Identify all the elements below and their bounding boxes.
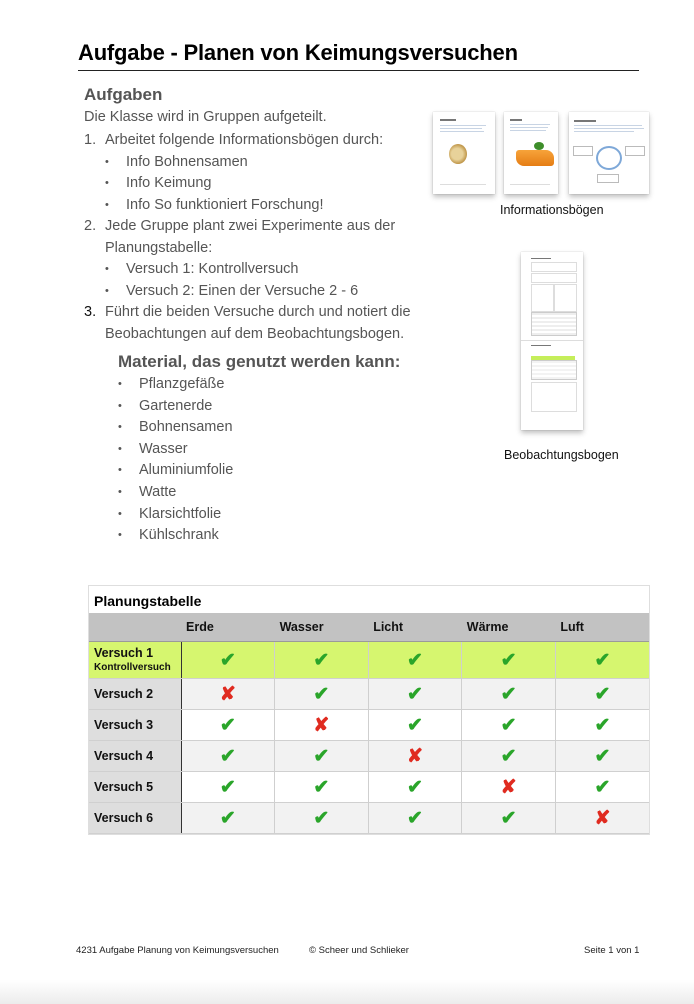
- task-subitem: • Info So funktioniert Forschung!: [84, 195, 424, 217]
- column-header-luft: Luft: [555, 613, 649, 642]
- checkmark-icon: ✔: [407, 714, 423, 736]
- row-label: [89, 741, 181, 772]
- table-cell: [181, 741, 275, 772]
- table-cell: [555, 642, 649, 679]
- task-item: [84, 216, 424, 259]
- table-cell: [275, 710, 369, 741]
- page-bottom-shadow: [0, 980, 694, 1004]
- row-label: [89, 803, 181, 834]
- checkmark-icon: ✔: [500, 714, 517, 736]
- checkmark-icon: ✔: [313, 683, 330, 705]
- checkmark-icon: ✔: [313, 807, 330, 829]
- table-cell: [368, 803, 462, 834]
- germination-image-icon: [516, 150, 554, 166]
- checkmark-icon: ✔: [313, 776, 330, 798]
- column-header-erde: Erde: [181, 613, 275, 642]
- cross-icon: ✘: [594, 807, 611, 829]
- table-cell: [181, 803, 275, 834]
- table-row-control: [89, 642, 649, 679]
- table-cell: [275, 679, 369, 710]
- beobachtungsbogen-thumbnail[interactable]: [521, 252, 583, 430]
- table-cell: [275, 741, 369, 772]
- title-divider: [78, 70, 639, 71]
- table-cell: [181, 772, 275, 803]
- observation-sheet-caption: Beobachtungsbogen: [504, 448, 619, 462]
- bullet-icon: •: [105, 198, 109, 211]
- table-cell: [555, 772, 649, 803]
- row-label-text: Versuch 2: [94, 687, 154, 701]
- checkmark-icon: ✔: [407, 776, 423, 798]
- task-subitem: • Info Bohnensamen: [84, 152, 424, 174]
- cross-icon: ✘: [313, 714, 330, 736]
- info-keimung-thumbnail[interactable]: [504, 112, 558, 194]
- checkmark-icon: ✔: [407, 649, 423, 671]
- info-sheets-caption: Informationsbögen: [500, 203, 604, 217]
- table-cell: [555, 803, 649, 834]
- checkmark-icon: ✔: [313, 649, 330, 671]
- bullet-icon: •: [118, 485, 122, 498]
- task-subitem: • Info Keimung: [84, 173, 424, 195]
- bullet-icon: •: [105, 263, 109, 275]
- planning-table: [88, 585, 650, 835]
- table-cell: [275, 642, 369, 679]
- checkmark-icon: ✔: [594, 714, 611, 736]
- table-row: [89, 679, 649, 710]
- checkmark-icon: ✔: [500, 807, 517, 829]
- checkmark-icon: ✔: [594, 649, 611, 671]
- table-cell: [181, 642, 275, 679]
- checkmark-icon: ✔: [219, 745, 236, 767]
- bullet-icon: •: [118, 507, 122, 520]
- task-number: 1.: [84, 132, 97, 148]
- task-subitem: • Versuch 2: Einen der Versuche 2 - 6: [84, 281, 424, 303]
- task-text: Führt die beiden Versuche durch und notiert die: [105, 304, 411, 320]
- table-cell: [462, 679, 556, 710]
- column-header-licht: Licht: [368, 613, 462, 642]
- task-text: Jede Gruppe plant zwei Experimente aus der: [105, 218, 396, 234]
- task-text: Arbeitet folgende Informationsbögen durch:: [105, 132, 384, 148]
- checkmark-icon: ✔: [407, 683, 423, 705]
- material-list: [118, 374, 233, 547]
- table-cell: [462, 741, 556, 772]
- cross-icon: ✘: [219, 683, 236, 705]
- table-cell: [368, 642, 462, 679]
- task-text-cont: Planungstabelle:: [105, 239, 213, 256]
- row-label: [89, 710, 181, 741]
- row-label-text: Versuch 4: [94, 749, 154, 763]
- column-header-waerme: Wärme: [462, 613, 556, 642]
- table-cell: [462, 803, 556, 834]
- table-row: [89, 710, 649, 741]
- table-row: [89, 741, 649, 772]
- table-row: [89, 772, 649, 803]
- material-heading: Material, das genutzt werden kann:: [118, 352, 401, 371]
- bullet-icon: •: [105, 155, 109, 168]
- bullet-icon: •: [118, 529, 122, 542]
- table-cell: [181, 679, 275, 710]
- cross-icon: ✘: [407, 745, 423, 767]
- material-item: • Klarsichtfolie: [118, 504, 233, 526]
- task-list: [84, 130, 424, 345]
- table-cell: [275, 772, 369, 803]
- table-cell: [368, 710, 462, 741]
- cross-icon: ✘: [500, 776, 517, 798]
- task-item: [84, 130, 424, 152]
- tasks-heading: Aufgaben: [84, 85, 163, 104]
- checkmark-icon: ✔: [313, 745, 330, 767]
- task-subitem: • Versuch 1: Kontrollversuch: [84, 259, 424, 281]
- material-item: • Watte: [118, 482, 233, 504]
- row-sublabel: Kontrollversuch: [94, 661, 171, 673]
- checkmark-icon: ✔: [219, 776, 236, 798]
- row-label-text: Versuch 1: [94, 645, 154, 660]
- row-label: [89, 772, 181, 803]
- material-item: • Kühlschrank: [118, 525, 233, 547]
- row-label: [89, 642, 181, 679]
- bullet-icon: •: [118, 399, 122, 412]
- material-item: • Aluminiumfolie: [118, 460, 233, 482]
- material-item: • Bohnensamen: [118, 417, 233, 439]
- table-cell: [462, 642, 556, 679]
- bullet-icon: •: [105, 177, 109, 189]
- table-cell: [462, 772, 556, 803]
- info-forschung-thumbnail[interactable]: [569, 112, 649, 194]
- checkmark-icon: ✔: [594, 683, 611, 705]
- bullet-icon: •: [118, 464, 122, 477]
- checkmark-icon: ✔: [407, 807, 423, 829]
- task-text-cont: Beobachtungen auf dem Beobachtungsbogen.: [105, 325, 405, 342]
- checkmark-icon: ✔: [500, 649, 517, 671]
- table-caption: Planungstabelle: [89, 586, 649, 613]
- info-bohnensamen-thumbnail[interactable]: [433, 112, 495, 194]
- bean-seed-image-icon: [449, 144, 467, 164]
- bullet-icon: •: [118, 442, 122, 455]
- table-cell: [555, 679, 649, 710]
- checkmark-icon: ✔: [219, 649, 236, 671]
- table-cell: [555, 710, 649, 741]
- row-label: [89, 679, 181, 710]
- footer-document-id: 4231 Aufgabe Planung von Keimungsversuchen: [76, 945, 279, 956]
- checkmark-icon: ✔: [219, 807, 236, 829]
- bullet-icon: •: [118, 421, 122, 434]
- checkmark-icon: ✔: [594, 776, 611, 798]
- task-number: 3.: [84, 304, 97, 320]
- footer-copyright: © Scheer und Schlieker: [309, 945, 409, 956]
- row-label-text: Versuch 3: [94, 718, 154, 732]
- table-cell: [275, 803, 369, 834]
- checkmark-icon: ✔: [594, 745, 611, 767]
- table-cell: [368, 741, 462, 772]
- checkmark-icon: ✔: [219, 714, 236, 736]
- task-item: [84, 302, 424, 345]
- bullet-icon: •: [118, 378, 122, 390]
- checkmark-icon: ✔: [500, 745, 517, 767]
- research-cycle-diagram-icon: [596, 146, 622, 170]
- table-cell: [368, 772, 462, 803]
- column-header-wasser: Wasser: [275, 613, 369, 642]
- bullet-icon: •: [105, 284, 109, 297]
- material-item: • Wasser: [118, 439, 233, 461]
- task-number: 2.: [84, 218, 97, 234]
- page-title: Aufgabe - Planen von Keimungsversuchen: [78, 40, 518, 65]
- table-cell: [462, 710, 556, 741]
- tasks-intro: Die Klasse wird in Gruppen aufgeteilt.: [84, 109, 327, 125]
- material-item: • Gartenerde: [118, 396, 233, 418]
- table-row: [89, 803, 649, 834]
- row-label-text: Versuch 5: [94, 780, 154, 794]
- column-header: [89, 613, 181, 642]
- table-header-row: [89, 613, 649, 642]
- table-cell: [368, 679, 462, 710]
- footer-page-number: Seite 1 von 1: [584, 945, 640, 956]
- checkmark-icon: ✔: [500, 683, 517, 705]
- table-cell: [181, 710, 275, 741]
- row-label-text: Versuch 6: [94, 811, 154, 825]
- material-item: • Pflanzgefäße: [118, 374, 233, 396]
- table-cell: [555, 741, 649, 772]
